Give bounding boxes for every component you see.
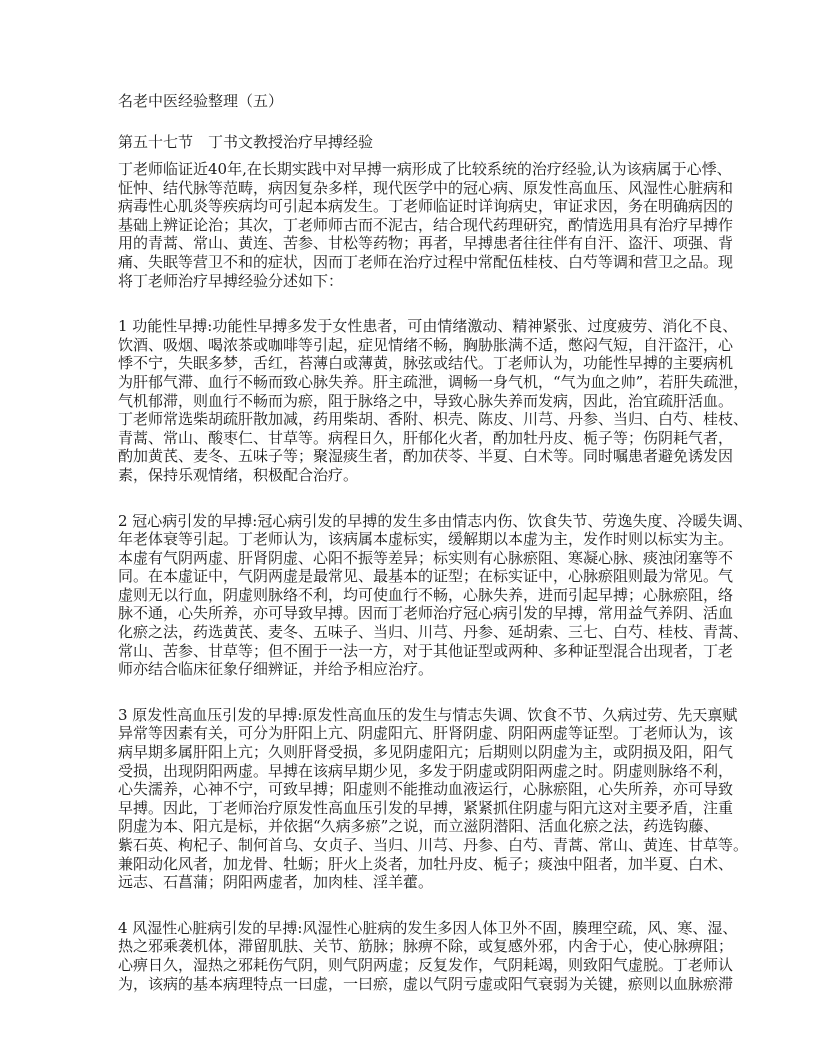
- text-line: 年老体衰等引起。丁老师认为，该病属本虚标实，缓解期以本虚为主，发作时则以标实为主。: [118, 530, 734, 549]
- text-line: 丁老师临证近40年,在长期实践中对早搏一病形成了比较系统的治疗经验,认为该病属于心悸、: [118, 160, 732, 178]
- text-line: 为，该病的基本病理特点一曰虚，一曰瘀，虚以气阴亏虚或阳气衰弱为关键，瘀则以血脉瘀滞: [118, 974, 734, 993]
- text-line: 紫石英、枸杞子、制何首乌、女贞子、当归、川芎、丹参、白芍、青蒿、常山、黄连、甘草等。: [118, 836, 749, 854]
- text-line: 热之邪乘袭机体，滞留肌肤、关节、筋脉；脉痹不除，或复感外邪，内舍于心，使心脉痹阻；: [118, 937, 734, 956]
- text-line: 病早期多属肝阳上亢；久则肝肾受损，多见阴虚阳亢；后期则以阴虚为主，或阴损及阳，阳气: [118, 743, 734, 762]
- text-line: 悸不宁，失眠多梦，舌红，苔薄白或薄黄，脉弦或结代。丁老师认为，功能性早搏的主要病机: [118, 354, 734, 373]
- paragraph: [118, 918, 738, 993]
- text-line: 虚则无以行血，阴虚则脉络不利，均可使血行不畅，心脉失养，进而引起早搏；心脉瘀阻，络: [118, 585, 734, 604]
- text-line: 4 风湿性心脏病引发的早搏:风湿性心脏病的发生多因人体卫外不固，腠理空疏，风、寒、湿、: [118, 918, 738, 937]
- paragraph: [118, 317, 749, 484]
- text-line: 同。在本虚证中，气阴两虚是最常见、最基本的证型；在标实证中，心脉瘀阻则最为常见。气: [118, 567, 734, 586]
- text-line: 基础上辨证论治；其次，丁老师师古而不泥古，结合现代药理研究，酌情选用具有治疗早搏作: [118, 215, 734, 234]
- text-line: 酌加黄芪、麦冬、五味子等；聚湿痰生者，酌加茯苓、半夏、白术等。同时嘱患者避免诱发因: [118, 447, 734, 466]
- document-title: 名老中医经验整理（五）: [118, 92, 284, 110]
- text-line: 气机郁滞，则血行不畅而为瘀，阻于脉络之中，导致心脉失养而发病，因此，治宜疏肝活血。: [118, 391, 734, 410]
- text-line: 素，保持乐观情绪，积极配合治疗。: [118, 465, 359, 484]
- text-line: 化瘀之法，药选黄芪、麦冬、五味子、当归、川芎、丹参、延胡索、三七、白芍、桂枝、青蒿、: [118, 623, 749, 642]
- text-line: 为肝郁气滞、血行不畅而致心脉失养。肝主疏泄，调畅一身气机，“气为血之帅”，若肝失疏泄，: [118, 372, 749, 391]
- text-line: 将丁老师治疗早搏经验分述如下：: [118, 271, 344, 290]
- text-line: 3 原发性高血压引发的早搏:原发性高血压的发生与情志失调、饮食不节、久病过劳、先天禀赋: [118, 705, 738, 724]
- text-line: 饮酒、吸烟、喝浓茶或咖啡等引起，症见情绪不畅，胸胁胀满不适，憋闷气短，自汗盗汗，心: [118, 335, 734, 354]
- section-heading: 第五十七节 丁书文教授治疗早搏经验: [118, 133, 374, 151]
- text-line: 脉不通，心失所养，亦可导致早搏。因而丁老师治疗冠心病引发的早搏，常用益气养阴、活血: [118, 604, 734, 623]
- text-line: 用的青蒿、常山、黄连、苦参、甘松等药物；再者，早搏患者往往伴有自汗、盗汗、项强、背: [118, 234, 734, 253]
- text-line: 师亦结合临床征象仔细辨证，并给予相应治疗。: [118, 660, 434, 679]
- text-line: 心痹日久，湿热之邪耗伤气阴，则气阴两虚；反复发作，气阴耗竭，则致阳气虚脱。丁老师认: [118, 955, 734, 974]
- text-line: 阴虚为本、阳亢是标，并依据“久病多瘀”之说，而立滋阴潜阳、活血化瘀之法，药选钩藤、: [118, 817, 719, 836]
- text-line: 青蒿、常山、酸枣仁、甘草等。病程日久，肝郁化火者，酌加牡丹皮、栀子等；伤阴耗气者，: [118, 428, 734, 447]
- document-page: [118, 92, 753, 1020]
- text-line: 早搏。因此，丁老师治疗原发性高血压引发的早搏，紧紧抓住阴虚与阳亢这对主要矛盾，注重: [118, 798, 734, 817]
- text-line: 丁老师常选柴胡疏肝散加减，药用柴胡、香附、枳壳、陈皮、川芎、丹参、当归、白芍、桂枝、: [118, 410, 749, 429]
- text-line: 异常等因素有关，可分为肝阳上亢、阴虚阳亢、肝肾阴虚、阴阳两虚等证型。丁老师认为，该: [118, 724, 734, 743]
- text-line: 本虚有气阴两虚、肝肾阴虚、心阳不振等差异；标实则有心脉瘀阻、寒凝心脉、痰浊闭塞等不: [118, 548, 734, 567]
- text-line: 2 冠心病引发的早搏:冠心病引发的早搏的发生多由情志内伤、饮食失节、劳逸失度、冷暖失调、: [118, 511, 753, 530]
- text-line: 痛、失眠等营卫不和的症状，因而丁老师在治疗过程中常配伍桂枝、白芍等调和营卫之品。现: [118, 252, 734, 271]
- text-line: 远志、石菖蒲；阴阳两虚者，加肉桂、淫羊藿。: [118, 873, 434, 892]
- text-line: 受损，出现阴阳两虚。早搏在该病早期少见，多发于阴虚或阴阳两虚之时。阴虚则脉络不利，: [118, 761, 734, 780]
- text-line: 常山、苦参、甘草等；但不囿于一法一方，对于其他证型或两种、多种证型混合出现者，丁老: [118, 641, 734, 660]
- paragraph: [118, 705, 749, 892]
- text-line: 病毒性心肌炎等疾病均可引起本病发生。丁老师临证时详询病史，审证求因，务在明确病因的: [118, 197, 734, 216]
- paragraph: [118, 511, 753, 679]
- text-line: 心失濡养，心神不宁，可致早搏；阳虚则不能推动血液运行，心脉瘀阻，心失所养，亦可导致: [118, 780, 734, 799]
- text-line: 兼阳动化风者，加龙骨、牡蛎；肝火上炎者，加牡丹皮、栀子；痰浊中阻者，加半夏、白术、: [118, 854, 734, 873]
- text-line: 怔忡、结代脉等范畴，病因复杂多样，现代医学中的冠心病、原发性高血压、风湿性心脏病和: [118, 178, 734, 197]
- paragraph: [118, 160, 734, 290]
- text-line: 1 功能性早搏:功能性早搏多发于女性患者，可由情绪激动、精神紧张、过度疲劳、消化不良、: [118, 317, 738, 336]
- document-body: [118, 160, 753, 993]
